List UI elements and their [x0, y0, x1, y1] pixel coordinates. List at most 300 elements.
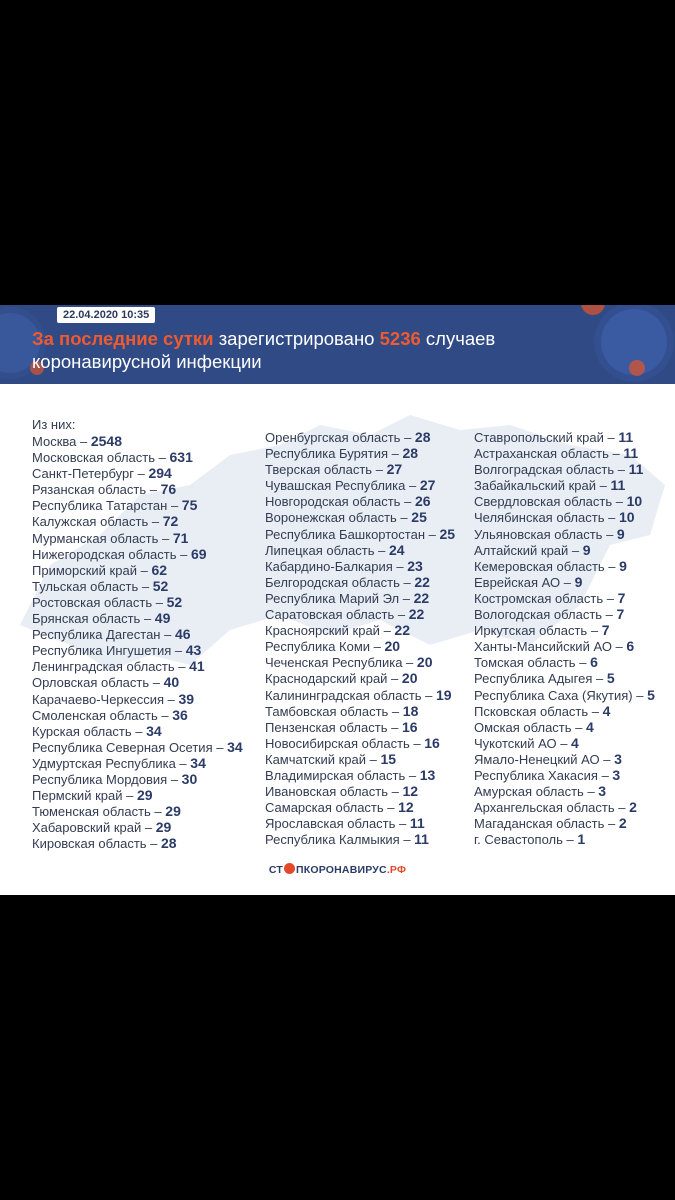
separator: – — [122, 788, 137, 804]
separator: – — [599, 751, 615, 767]
separator: – — [383, 800, 399, 816]
region-row — [474, 670, 655, 686]
case-count: 6 — [626, 638, 635, 655]
region-row — [32, 481, 243, 497]
region-name: Ульяновская область — [474, 526, 603, 542]
separator: – — [587, 623, 602, 639]
case-count: 12 — [398, 799, 414, 816]
region-name: Тюменская область — [32, 804, 151, 820]
case-count: 39 — [178, 690, 195, 707]
separator: – — [176, 546, 191, 562]
case-count: 22 — [408, 606, 425, 623]
separator: – — [562, 832, 578, 848]
region-name: Пензенская область — [265, 719, 388, 735]
region-row — [32, 819, 243, 835]
region-row — [265, 606, 455, 622]
region-name: Еврейская АО — [474, 574, 561, 590]
separator: – — [372, 462, 387, 478]
case-count: 26 — [414, 493, 431, 510]
region-name: Краснодарский край — [265, 671, 388, 687]
region-name: Ленинградская область — [32, 659, 175, 675]
separator: – — [568, 542, 583, 558]
region-row — [265, 735, 455, 751]
headline — [32, 327, 632, 373]
case-count: 36 — [172, 706, 188, 723]
region-name: Астраханская область — [474, 446, 609, 462]
separator: – — [160, 627, 175, 643]
region-row — [32, 771, 243, 787]
case-count: 27 — [386, 461, 403, 478]
region-name: Саратовская область — [265, 607, 395, 623]
region-name: Орловская область — [32, 675, 150, 691]
region-name: Кабардино-Балкария — [265, 558, 393, 574]
region-row — [265, 558, 455, 574]
region-row — [32, 530, 243, 546]
region-row — [265, 719, 455, 735]
region-name: Забайкальский край — [474, 478, 597, 494]
virus-logo-icon — [284, 863, 295, 874]
region-row — [265, 751, 455, 767]
region-name: Кемеровская область — [474, 558, 605, 574]
separator: – — [597, 767, 613, 783]
separator: – — [146, 482, 161, 498]
region-name: г. Севастополь — [474, 832, 563, 848]
case-count: 41 — [189, 658, 205, 675]
separator: – — [556, 735, 572, 751]
region-name: Мурманская область — [32, 530, 159, 546]
region-row — [265, 429, 455, 445]
region-name: Вологодская область — [474, 607, 603, 623]
case-count: 11 — [628, 461, 644, 478]
region-row — [265, 509, 455, 525]
region-name: Республика Адыгея — [474, 671, 593, 687]
header-banner — [0, 305, 675, 384]
case-count: 7 — [617, 589, 626, 606]
separator: – — [387, 719, 402, 735]
case-count: 72 — [162, 513, 179, 530]
region-name: Республика Марий Эл — [265, 590, 400, 606]
headline-rest: случаев коронавирусной инфекции — [32, 328, 496, 372]
case-count: 30 — [181, 770, 198, 787]
footer-tld: .РФ — [386, 864, 407, 876]
separator: – — [583, 784, 599, 800]
region-name: Камчатский край — [265, 751, 366, 767]
case-count: 46 — [174, 626, 191, 643]
separator: – — [136, 562, 152, 578]
intro-label: Из них: — [32, 417, 76, 432]
region-row — [265, 574, 455, 590]
footer-logo — [0, 863, 675, 876]
region-row — [474, 767, 655, 783]
separator: – — [152, 594, 167, 610]
separator: – — [140, 611, 155, 627]
region-name: Чукотский АО — [474, 735, 557, 751]
region-row — [265, 767, 455, 783]
region-name: Амурская область — [474, 784, 584, 800]
region-row — [32, 642, 243, 658]
region-name: Рязанская область — [32, 482, 147, 498]
column-3 — [474, 429, 655, 847]
case-count: 4 — [602, 702, 611, 719]
case-count: 9 — [619, 557, 627, 574]
footer-mid: ПКОРОНАВИРУС — [295, 864, 387, 876]
region-row — [32, 578, 243, 594]
separator: – — [370, 639, 385, 655]
case-count: 76 — [160, 481, 177, 498]
separator: – — [76, 434, 91, 449]
separator: – — [409, 735, 425, 751]
footer-pre: СТ — [268, 864, 283, 876]
case-count: 2 — [629, 799, 637, 816]
case-count: 2 — [618, 815, 627, 832]
region-name: Владимирская область — [265, 767, 406, 783]
case-count: 7 — [601, 622, 610, 639]
region-name: Хабаровский край — [32, 820, 142, 836]
region-name: Ямало-Ненецкий АО — [474, 751, 600, 767]
separator: – — [400, 494, 415, 510]
separator: – — [575, 655, 591, 671]
region-name: Новосибирская область — [265, 735, 410, 751]
region-row — [474, 751, 655, 767]
region-name: Республика Коми — [265, 639, 371, 655]
case-count: 43 — [185, 642, 202, 659]
region-row — [32, 449, 243, 465]
region-name: Нижегородская область — [32, 546, 177, 562]
region-name: Ханты-Мансийский АО — [474, 639, 612, 655]
separator: – — [392, 558, 408, 574]
separator: – — [399, 590, 414, 606]
case-count: 62 — [151, 561, 168, 578]
region-row — [265, 638, 455, 654]
region-name: Карачаево-Черкессия — [32, 691, 165, 707]
separator: – — [175, 755, 191, 771]
date-badge: 22.04.2020 10:35 — [57, 307, 155, 323]
column-2 — [265, 429, 455, 847]
separator: – — [571, 719, 587, 735]
separator: – — [608, 446, 624, 462]
region-row — [474, 719, 655, 735]
separator: – — [588, 703, 603, 719]
region-row — [32, 803, 243, 819]
region-name: Республика Хакасия — [474, 767, 598, 783]
region-row — [32, 723, 243, 739]
case-count: 9 — [574, 573, 583, 590]
region-row — [474, 703, 655, 719]
region-row — [32, 497, 243, 513]
region-name: Самарская область — [265, 800, 384, 816]
region-row — [32, 691, 243, 707]
case-count: 29 — [155, 819, 172, 836]
region-name: Удмуртская Республика — [32, 755, 176, 771]
region-name: Республика Мордовия — [32, 771, 168, 787]
case-count: 29 — [136, 787, 153, 804]
case-count: 16 — [424, 734, 440, 751]
region-row — [32, 594, 243, 610]
region-row — [474, 638, 655, 654]
case-count: 19 — [436, 686, 452, 703]
separator: – — [603, 590, 618, 606]
region-row — [265, 654, 455, 670]
region-row — [32, 707, 243, 723]
region-name: Московская область — [32, 450, 156, 466]
case-count: 22 — [394, 622, 410, 639]
region-name: Ставропольский край — [474, 430, 604, 445]
region-row — [265, 461, 455, 477]
region-list — [32, 433, 243, 851]
separator: – — [158, 530, 173, 546]
separator: – — [388, 703, 403, 719]
region-name: Приморский край — [32, 562, 137, 578]
region-row — [474, 815, 655, 831]
region-name: Кировская область — [32, 836, 147, 852]
case-count: 69 — [190, 545, 207, 562]
region-name: Новгородская область — [265, 494, 401, 510]
region-row — [474, 445, 655, 461]
region-row — [265, 799, 455, 815]
separator: – — [405, 478, 420, 494]
case-count: 11 — [414, 831, 429, 848]
separator: – — [388, 784, 403, 800]
region-name: Магаданская область — [474, 816, 605, 832]
separator: – — [396, 510, 412, 526]
region-row — [265, 542, 455, 558]
case-count: 16 — [401, 718, 418, 735]
case-count: 28 — [402, 445, 419, 462]
region-row — [265, 477, 455, 493]
region-name: Курская область — [32, 723, 132, 739]
region-row — [474, 509, 655, 525]
case-count: 3 — [598, 783, 607, 800]
separator: – — [167, 498, 182, 514]
case-count: 10 — [626, 493, 643, 510]
region-name: Псковская область — [474, 703, 589, 719]
region-name: Брянская область — [32, 611, 141, 627]
region-row — [32, 739, 243, 755]
headline-count: 5236 — [379, 328, 421, 349]
region-row — [474, 493, 655, 509]
region-list — [474, 429, 655, 847]
case-count: 40 — [163, 674, 180, 691]
separator: – — [604, 558, 620, 574]
separator: – — [421, 687, 437, 703]
separator: – — [602, 607, 617, 623]
region-row — [32, 465, 243, 481]
case-count: 34 — [190, 754, 206, 771]
separator: – — [138, 578, 153, 594]
region-row — [265, 590, 455, 606]
separator: – — [149, 675, 164, 691]
region-row — [265, 622, 455, 638]
region-row — [265, 493, 455, 509]
case-count: 11 — [409, 815, 425, 832]
separator: – — [596, 478, 611, 494]
separator: – — [592, 671, 607, 687]
region-row — [474, 735, 655, 751]
case-count: 7 — [616, 606, 625, 623]
separator: – — [614, 462, 629, 478]
case-count: 20 — [384, 638, 401, 655]
region-name: Костромская область — [474, 590, 604, 606]
region-name: Республика Дагестан — [32, 627, 161, 643]
region-name: Воронежская область — [265, 510, 397, 526]
region-row — [474, 783, 655, 799]
case-count: 49 — [154, 610, 171, 627]
headline-mid: зарегистрировано — [213, 328, 380, 349]
case-count: 52 — [166, 593, 183, 610]
region-name: Тамбовская область — [265, 703, 389, 719]
case-count: 22 — [413, 589, 430, 606]
case-count: 294 — [148, 465, 172, 482]
separator: – — [399, 574, 415, 590]
infographic-card — [0, 305, 675, 895]
case-count: 52 — [152, 577, 169, 594]
region-row — [32, 433, 243, 449]
case-count: 5 — [606, 670, 615, 687]
separator: – — [399, 832, 415, 848]
region-name: Тверская область — [265, 462, 373, 478]
region-row — [32, 513, 243, 529]
separator: – — [614, 800, 630, 816]
region-row — [32, 658, 243, 674]
region-row — [474, 687, 655, 703]
region-name: Свердловская область — [474, 494, 613, 510]
separator: – — [379, 623, 395, 639]
separator: – — [425, 526, 440, 542]
separator: – — [374, 542, 389, 558]
region-name: Волгоградская область — [474, 462, 615, 478]
region-row — [474, 526, 655, 542]
case-count: 20 — [401, 670, 418, 687]
case-count: 34 — [227, 738, 243, 755]
region-row — [32, 610, 243, 626]
region-name: Ростовская область — [32, 594, 153, 610]
region-row — [32, 674, 243, 690]
separator: – — [400, 430, 415, 445]
case-count: 25 — [439, 525, 456, 542]
region-name: Республика Калмыкия — [265, 832, 400, 848]
case-count: 5 — [647, 686, 655, 703]
separator: – — [366, 751, 381, 767]
case-count: 6 — [590, 654, 598, 671]
region-row — [265, 783, 455, 799]
region-name: Республика Бурятия — [265, 446, 389, 462]
region-name: Иркутская область — [474, 623, 588, 639]
separator: – — [602, 526, 617, 542]
headline-accent: За последние сутки — [32, 328, 214, 349]
case-count: 23 — [407, 557, 423, 574]
region-name: Ярославская область — [265, 816, 396, 832]
region-row — [32, 787, 243, 803]
region-name: Республика Татарстан — [32, 498, 168, 514]
case-count: 71 — [172, 529, 189, 546]
region-name: Чеченская Республика — [265, 655, 403, 671]
separator: – — [141, 820, 156, 836]
region-row — [474, 542, 655, 558]
column-1 — [32, 418, 243, 851]
separator: – — [388, 446, 403, 462]
case-count: 9 — [616, 525, 625, 542]
separator: – — [157, 707, 173, 723]
case-count: 75 — [181, 497, 198, 514]
separator: – — [604, 816, 619, 832]
case-count: 4 — [571, 734, 579, 751]
region-row — [474, 574, 655, 590]
separator: – — [604, 510, 619, 526]
separator: – — [212, 739, 228, 755]
region-name: Липецкая область — [265, 542, 375, 558]
case-count: 10 — [618, 509, 635, 526]
region-name: Архангельская область — [474, 800, 615, 816]
separator: – — [148, 514, 163, 530]
case-count: 3 — [614, 750, 622, 767]
case-count: 25 — [411, 509, 427, 526]
separator: – — [164, 691, 179, 707]
region-name: Москва — [32, 434, 77, 449]
region-row — [32, 546, 243, 562]
region-name: Калужская область — [32, 514, 149, 530]
separator: – — [611, 639, 627, 655]
region-name: Оренбургская область — [265, 430, 401, 445]
region-name: Челябинская область — [474, 510, 605, 526]
region-row — [32, 835, 243, 851]
region-name: Республика Саха (Якутия) — [474, 687, 633, 703]
region-name: Белгородская область — [265, 574, 400, 590]
region-name: Смоленская область — [32, 707, 158, 723]
region-row — [474, 622, 655, 638]
separator: – — [171, 643, 186, 659]
separator: – — [394, 607, 409, 623]
region-row — [265, 670, 455, 686]
separator: – — [632, 687, 648, 703]
region-row — [474, 461, 655, 477]
case-count: 11 — [623, 445, 639, 462]
case-count: 11 — [618, 429, 634, 445]
separator: – — [405, 767, 420, 783]
region-name: Тульская область — [32, 578, 139, 594]
region-row — [474, 654, 655, 670]
case-count: 1 — [577, 831, 586, 848]
region-row — [474, 477, 655, 493]
region-name: Ивановская область — [265, 784, 388, 800]
region-row — [265, 687, 455, 703]
separator: – — [612, 494, 627, 510]
region-name: Пермский край — [32, 788, 123, 804]
case-count: 27 — [419, 477, 436, 494]
separator: – — [146, 836, 162, 852]
case-count: 15 — [380, 750, 397, 767]
separator: – — [387, 671, 402, 687]
region-row — [474, 429, 655, 445]
region-row — [32, 626, 243, 642]
separator: – — [603, 430, 619, 445]
region-row — [265, 526, 455, 542]
case-count: 11 — [610, 477, 626, 494]
region-name: Республика Северная Осетия — [32, 739, 213, 755]
region-row — [265, 815, 455, 831]
case-count: 3 — [612, 766, 621, 783]
region-row — [474, 606, 655, 622]
virus-icon — [581, 305, 605, 315]
region-row — [265, 445, 455, 461]
region-name: Омская область — [474, 719, 572, 735]
case-count: 2548 — [90, 433, 123, 449]
region-name: Чувашская Республика — [265, 478, 406, 494]
region-row — [474, 831, 655, 847]
separator: – — [395, 816, 410, 832]
separator: – — [155, 450, 170, 466]
region-name: Республика Башкортостан — [265, 526, 425, 542]
region-row — [474, 799, 655, 815]
